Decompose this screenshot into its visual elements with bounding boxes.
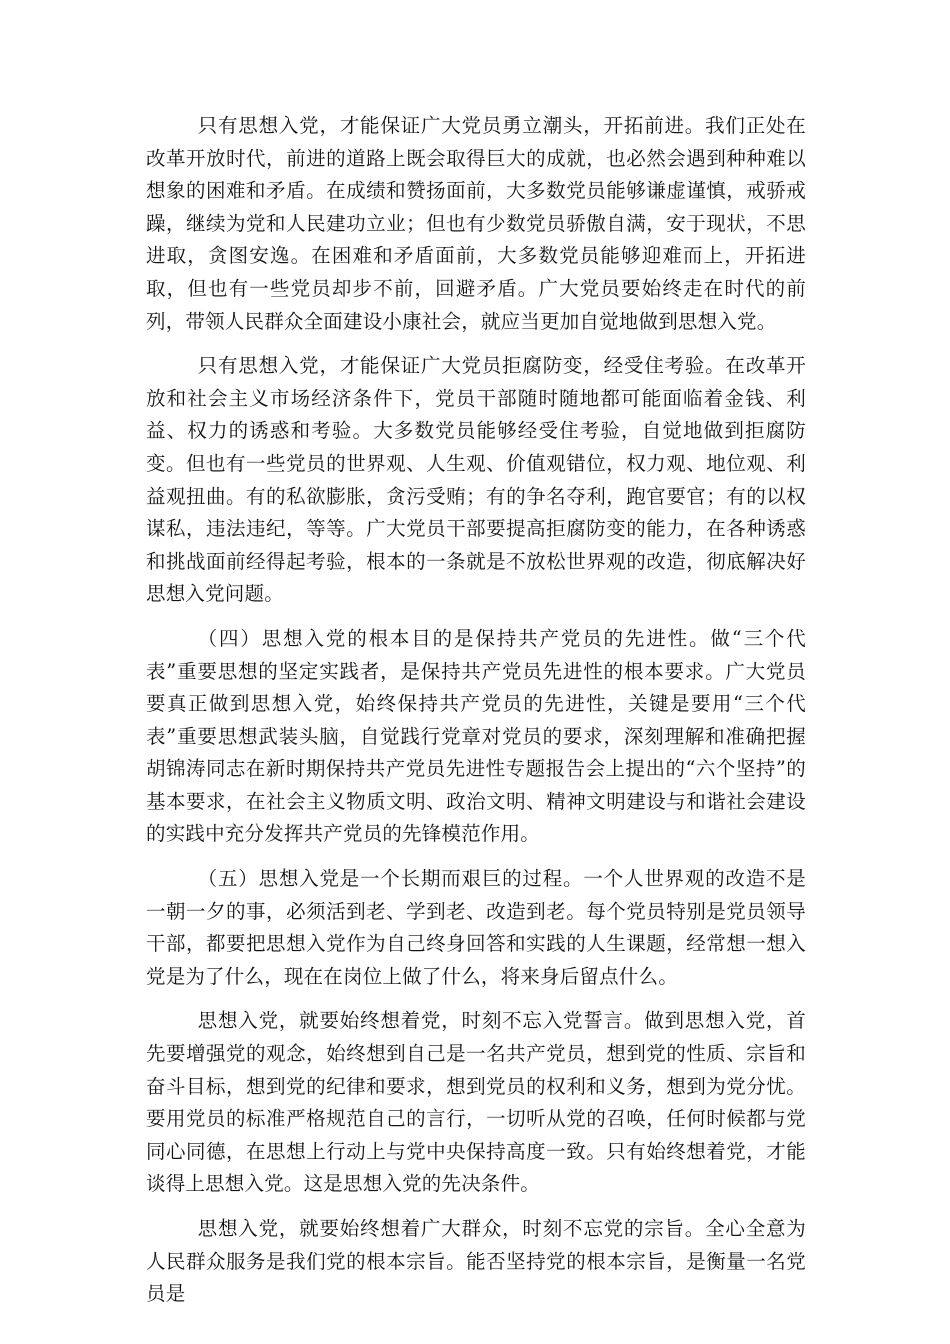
paragraph: 只有思想入党，才能保证广大党员勇立潮头，开拓前进。我们正处在改革开放时代，前进的道路上既会取得巨大的成就，也必然会遇到种种难以想象的困难和矛盾。在成绩和赞扬面前，大多数党员能够谦虚谨慎，戒骄戒躁，继续为党和人民建功立业；但也有少数党员骄傲自满，安于现状，不思进取，贪图安逸。在困难和矛盾面前，大多数党员能够迎难而上，开拓进取，但也有一些党员却步不前，回避矛盾。广大党员要始终走在时代的前列，带领人民群众全面建设小康社会，就应当更加自觉地做到思想入党。 (146, 114, 806, 333)
paragraph: 思想入党，就要始终想着广大群众，时刻不忘党的宗旨。全心全意为人民群众服务是我们党的根本宗旨。能否坚持党的根本宗旨，是衡量一名党员是 (146, 1217, 806, 1306)
paragraph: 只有思想入党，才能保证广大党员拒腐防变，经受住考验。在改革开放和社会主义市场经济条件下，党员干部随时随地都可能面临着金钱、利益、权力的诱惑和考验。大多数党员能够经受住考验，自觉地做到拒腐防变。但也有一些党员的世界观、人生观、价值观错位，权力观、地位观、利益观扭曲。有的私欲膨胀，贪污受贿；有的争名夺利，跑官要官；有的以权谋私，违法违纪，等等。广大党员干部要提高拒腐防变的能力，在各种诱惑和挑战面前经得起考验，根本的一条就是不放松世界观的改造，彻底解决好思想入党问题。 (146, 354, 806, 606)
paragraph: （五）思想入党是一个长期而艰巨的过程。一个人世界观的改造不是一朝一夕的事，必须活到老、学到老、改造到老。每个党员特别是党员领导干部，都要把思想入党作为自己终身回答和实践的人生课题，经常想一想入党是为了什么，现在在岗位上做了什么，将来身后留点什么。 (146, 867, 806, 988)
paragraph: （四）思想入党的根本目的是保持共产党员的先进性。做“三个代表”重要思想的坚定实践者，是保持共产党员先进性的根本要求。广大党员要真正做到思想入党，始终保持共产党员的先进性，关键是要用“三个代表”重要思想武装头脑，自觉践行党章对党员的要求，深刻理解和准确把握胡锦涛同志在新时期保持共产党员先进性专题报告会上提出的“六个坚持”的基本要求，在社会主义物质文明、政治文明、精神文明建设与和谐社会建设的实践中充分发挥共产党员的先锋模范作用。 (146, 626, 806, 846)
document-page (146, 110, 806, 1321)
paragraph: 思想入党，就要始终想着党，时刻不忘入党誓言。做到思想入党，首先要增强党的观念，始终想到自己是一名共产党员，想到党的性质、宗旨和奋斗目标，想到党的纪律和要求，想到党员的权利和义务，想到为党分忧。要用党员的标准严格规范自己的言行，一切听从党的召唤，任何时候都与党同心同德，在思想上行动上与党中央保持高度一致。只有始终想着党，才能谈得上思想入党。这是思想入党的先决条件。 (146, 1009, 806, 1196)
